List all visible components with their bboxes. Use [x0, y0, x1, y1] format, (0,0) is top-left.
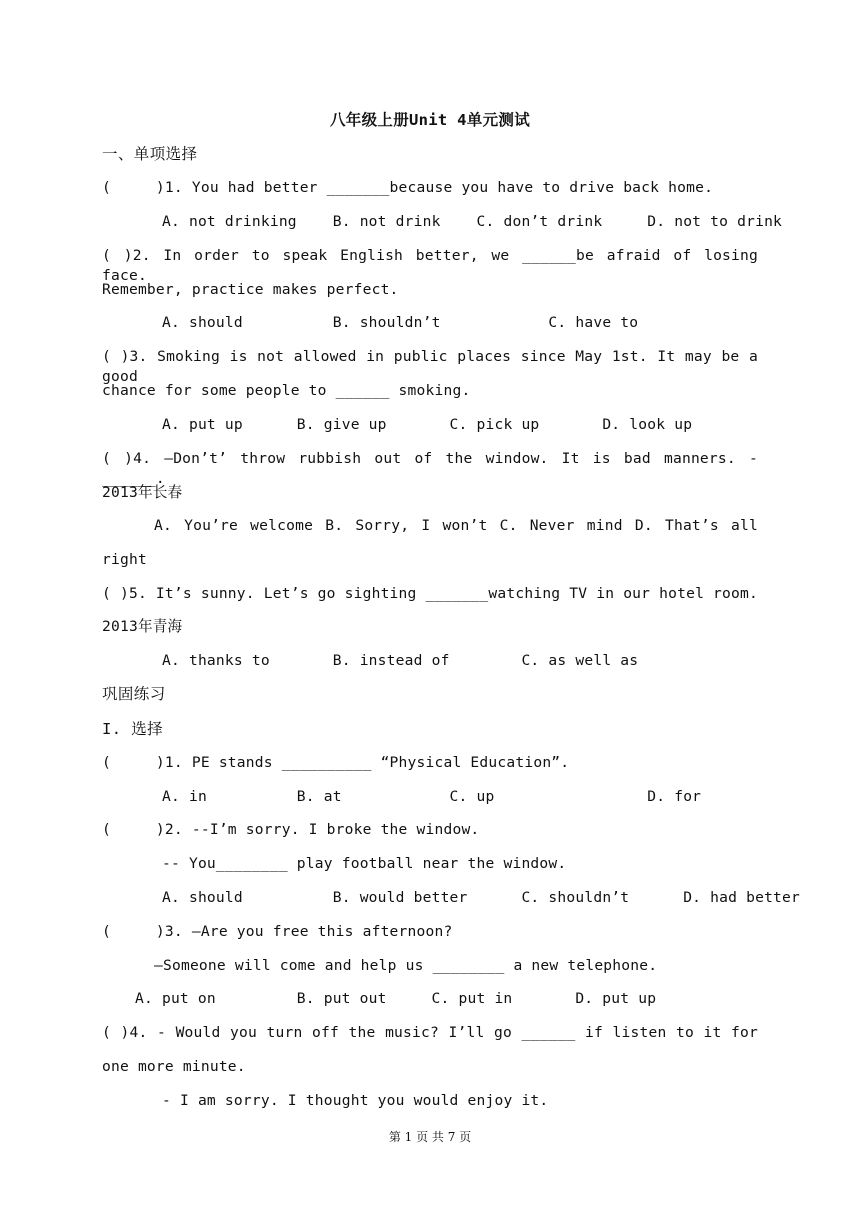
question-3-continued: chance for some people to ______ smoking. — [102, 382, 471, 399]
question-2-options: A. should B. shouldn’t C. have to — [162, 314, 639, 331]
page-footer: 第 1 页 共 7 页 — [388, 1130, 472, 1144]
section-heading-single-choice: 一、单项选择 — [102, 145, 198, 163]
question-2-continued: Remember, practice makes perfect. — [102, 281, 399, 298]
practice-question-1-options: A. in B. at C. up D. for — [162, 788, 702, 805]
question-1: ( )1. You had better _______because you have to drive back home. — [102, 179, 714, 196]
practice-question-4-continued: one more minute. — [102, 1058, 246, 1075]
page-title: 八年级上册Unit 4单元测试 — [330, 111, 530, 129]
question-5: ( )5. It’s sunny. Let’s go sighting _______watching TV in our hotel room. — [102, 585, 758, 602]
practice-question-1: ( )1. PE stands __________ “Physical Education”. — [102, 754, 570, 771]
practice-question-2-options: A. should B. would better C. shouldn’t D. had better — [162, 889, 801, 906]
question-3-options: A. put up B. give up C. pick up D. look up — [162, 416, 693, 433]
question-3: ( )3. Smoking is not allowed in public places since May 1st. It may be a good — [102, 348, 758, 385]
question-4-options: A. You’re welcome B. Sorry, I won’t C. Never mind D. That’s all — [154, 517, 758, 534]
question-5-source: 2013年青海 — [102, 618, 183, 635]
subsection-heading-choice: I. 选择 — [102, 720, 163, 738]
question-2: ( )2. In order to speak English better, we ______be afraid of losing face. — [102, 247, 758, 284]
practice-question-4: ( )4. - Would you turn off the music? I’ll go ______ if listen to it for — [102, 1024, 758, 1041]
practice-question-3: ( )3. —Are you free this afternoon? — [102, 923, 453, 940]
practice-question-3-reply: —Someone will come and help us ________ a new telephone. — [154, 957, 658, 974]
section-heading-practice: 巩固练习 — [102, 685, 166, 703]
question-5-options: A. thanks to B. instead of C. as well as — [162, 652, 639, 669]
practice-question-2-reply: -- You________ play football near the window. — [162, 855, 567, 872]
question-1-options: A. not drinking B. not drink C. don’t drink D. not to drink — [162, 213, 783, 230]
question-4: ( )4. –Don’t’ throw rubbish out of the window. It is bad manners. -______. — [102, 450, 758, 487]
practice-question-2: ( )2. --I’m sorry. I broke the window. — [102, 821, 480, 838]
question-4-source: 2013年长春 — [102, 484, 183, 501]
question-4-options-continued: right — [102, 551, 147, 568]
practice-question-3-options: A. put on B. put out C. put in D. put up — [135, 990, 657, 1007]
practice-question-4-reply: - I am sorry. I thought you would enjoy it. — [162, 1092, 549, 1109]
